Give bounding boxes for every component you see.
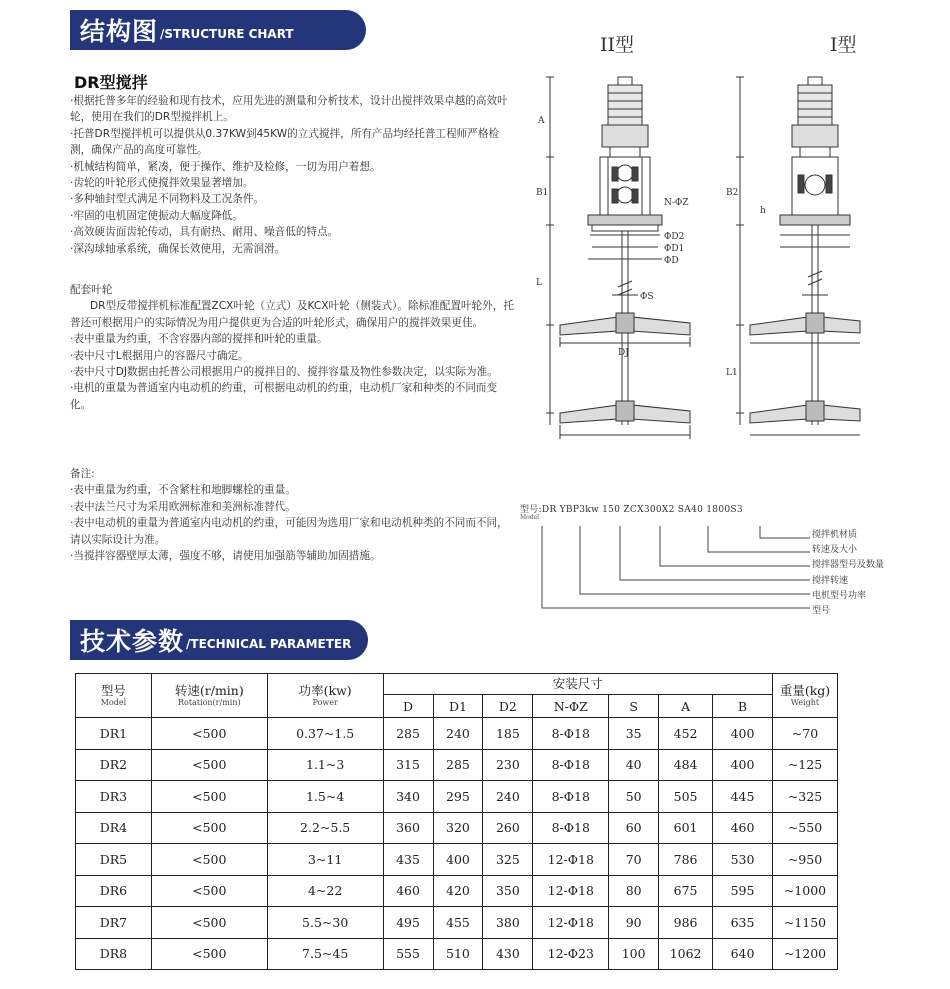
header-install <box>383 674 772 695</box>
table-cell: 315 <box>383 749 433 781</box>
header-power <box>267 674 383 718</box>
header-weight-cn: 重量(kg) <box>779 682 831 698</box>
table-cell: <500 <box>151 907 267 939</box>
model-code-sublabel: Model <box>520 514 540 521</box>
table-cell: 90 <box>609 907 659 939</box>
table-cell: 12-Φ18 <box>533 844 609 876</box>
table-cell: 60 <box>609 812 659 844</box>
dim-label-d1: ΦD1 <box>664 244 685 254</box>
table-cell: ~70 <box>772 718 837 750</box>
table-cell: DR4 <box>76 812 152 844</box>
description-block <box>70 93 518 257</box>
header-weight <box>772 674 837 718</box>
description-line: ·根据托普多年的经验和现有技术，应用先进的测量和分析技术，设计出搅拌效果卓越的高效叶轮，使用在我们的DR型搅拌机上。 <box>70 95 508 124</box>
header-dim: N-ΦZ <box>533 695 609 718</box>
table-cell: 640 <box>713 938 773 970</box>
table-cell: 12-Φ18 <box>533 907 609 939</box>
dim-label-b1: B1 <box>536 188 549 198</box>
header-speed-cn: 转速(r/min) <box>174 682 244 698</box>
table-cell: ~950 <box>772 844 837 876</box>
header-dim: B <box>713 695 773 718</box>
table-cell: 484 <box>659 749 713 781</box>
table-cell: DR6 <box>76 875 152 907</box>
table-row <box>76 907 838 939</box>
impeller-item: ·表中尺寸DJ数据由托普公司根据用户的搅拌目的、搅拌容量及物性参数决定，以实际为准。 <box>70 366 498 379</box>
code-label: 搅拌器型号及数量 <box>812 560 885 571</box>
remarks-heading: 备注: <box>70 468 95 480</box>
dim-label-a: A <box>538 116 545 126</box>
table-cell: 12-Φ18 <box>533 875 609 907</box>
table-cell: 50 <box>609 781 659 813</box>
table-cell: 530 <box>713 844 773 876</box>
header-dim: A <box>659 695 713 718</box>
table-cell: DR7 <box>76 907 152 939</box>
type-i-agitator <box>736 77 860 435</box>
header-model-en: Model <box>100 697 127 707</box>
table-cell: <500 <box>151 812 267 844</box>
header-speed <box>151 674 267 718</box>
table-cell: 986 <box>659 907 713 939</box>
remarks-item: ·当搅拌容器壁厚太薄，强度不够，请使用加强筋等辅助加固措施。 <box>70 550 381 563</box>
technical-parameter-banner <box>70 620 368 660</box>
impeller-item: ·电机的重量为普通室内电动机的约重，可根据电动机的约重，电动机厂家和种类的不同而变化。 <box>70 382 498 411</box>
table-cell: 100 <box>609 938 659 970</box>
table-cell: 1.1~3 <box>267 749 383 781</box>
dim-label-l1: L1 <box>726 368 738 378</box>
structure-title-en: /STRUCTURE CHART <box>160 27 294 41</box>
table-cell: 420 <box>433 875 483 907</box>
table-cell: 430 <box>483 938 533 970</box>
table-cell: 70 <box>609 844 659 876</box>
table-cell: 325 <box>483 844 533 876</box>
dr-title: DR型搅拌 <box>74 73 148 92</box>
technical-parameter-table <box>75 673 838 970</box>
table-cell: 360 <box>383 812 433 844</box>
code-label: 搅拌转速 <box>812 575 849 586</box>
remarks-item: ·表中法兰尺寸为采用欧洲标准和美洲标准替代。 <box>70 500 296 513</box>
table-cell: 445 <box>713 781 773 813</box>
table-cell: 400 <box>713 749 773 781</box>
table-cell: 8-Φ18 <box>533 781 609 813</box>
table-cell: 8-Φ18 <box>533 749 609 781</box>
table-cell: 8-Φ18 <box>533 812 609 844</box>
structure-title-cn: 结构图 <box>80 17 159 46</box>
remarks-item: ·表中重量为约重，不含紧柱和地脚螺栓的重量。 <box>70 484 296 497</box>
header-dim: D <box>383 695 433 718</box>
table-cell: 295 <box>433 781 483 813</box>
header-install-cn: 安装尺寸 <box>552 676 603 691</box>
description-line: ·深沟球轴承系统，确保长效使用，无需润滑。 <box>70 242 286 255</box>
table-cell: 460 <box>713 812 773 844</box>
table-cell: DR1 <box>76 718 152 750</box>
table-cell: 12-Φ23 <box>533 938 609 970</box>
description-line: ·多种轴封型式满足不同物料及工况条件。 <box>70 193 265 206</box>
figure-label-type-i: I型 <box>830 34 857 56</box>
table-cell: 2.2~5.5 <box>267 812 383 844</box>
table-cell: 240 <box>433 718 483 750</box>
table-cell: 555 <box>383 938 433 970</box>
table-cell: DR3 <box>76 781 152 813</box>
header-weight-en: Weight <box>790 697 820 707</box>
table-cell: 1.5~4 <box>267 781 383 813</box>
table-cell: ~125 <box>772 749 837 781</box>
table-cell: <500 <box>151 938 267 970</box>
dim-label-b2: B2 <box>726 188 739 198</box>
table-cell: 8-Φ18 <box>533 718 609 750</box>
table-cell: 230 <box>483 749 533 781</box>
table-row <box>76 718 838 750</box>
table-cell: <500 <box>151 781 267 813</box>
table-cell: ~1200 <box>772 938 837 970</box>
table-cell: 285 <box>383 718 433 750</box>
technical-title-en: /TECHNICAL PARAMETER <box>186 637 352 651</box>
table-cell: 7.5~45 <box>267 938 383 970</box>
table-cell: <500 <box>151 718 267 750</box>
impeller-item: ·表中尺寸L根据用户的容器尺寸确定。 <box>70 349 249 362</box>
code-label: 电机型号功率 <box>812 590 867 601</box>
table-cell: DR5 <box>76 844 152 876</box>
table-cell: 510 <box>433 938 483 970</box>
table-cell: 3~11 <box>267 844 383 876</box>
table-cell: 285 <box>433 749 483 781</box>
table-cell: 380 <box>483 907 533 939</box>
table-cell: 460 <box>383 875 433 907</box>
header-power-en: Power <box>312 697 338 707</box>
header-dim: S <box>609 695 659 718</box>
table-cell: 400 <box>713 718 773 750</box>
dim-label-dj: DJ <box>618 348 629 358</box>
table-cell: ~550 <box>772 812 837 844</box>
table-cell: DR2 <box>76 749 152 781</box>
table-row <box>76 749 838 781</box>
table-cell: 675 <box>659 875 713 907</box>
table-cell: 635 <box>713 907 773 939</box>
table-cell: ~1150 <box>772 907 837 939</box>
table-cell: <500 <box>151 875 267 907</box>
table-cell: 400 <box>433 844 483 876</box>
impeller-heading: 配套叶轮 <box>70 284 113 296</box>
table-cell: 495 <box>383 907 433 939</box>
code-label: 搅拌机材质 <box>812 530 858 540</box>
header-speed-en: Rotation(r/min) <box>177 697 241 707</box>
table-cell: 601 <box>659 812 713 844</box>
table-cell: 435 <box>383 844 433 876</box>
impeller-item: ·表中重量为约重，不含容器内部的搅拌和叶轮的重量。 <box>70 333 328 346</box>
table-cell: DR8 <box>76 938 152 970</box>
table-cell: 185 <box>483 718 533 750</box>
model-code-example: 型号:DR YBP3kw 150 ZCX300X2 SA40 1800S3 <box>520 505 743 515</box>
code-label: 型号 <box>812 605 831 616</box>
figure-label-type-ii: II型 <box>600 34 635 56</box>
table-cell: 0.37~1.5 <box>267 718 383 750</box>
dim-label-d: ΦD <box>664 256 679 266</box>
description-line: ·托普DR型搅拌机可以提供从0.37KW到45KW的立式搅拌，所有产品均经托普工程师严格检测，确保产品的高度可靠性。 <box>70 127 500 157</box>
table-cell: 350 <box>483 875 533 907</box>
dim-label-s: ΦS <box>640 292 654 302</box>
table-cell: 340 <box>383 781 433 813</box>
table-cell: 240 <box>483 781 533 813</box>
dim-label-d2: ΦD2 <box>664 232 685 242</box>
structure-chart-banner <box>70 10 366 50</box>
code-label: 转速及大小 <box>812 545 858 556</box>
model-code-labels <box>812 528 884 619</box>
table-header-row <box>76 674 838 695</box>
header-model <box>76 674 152 718</box>
description-line: ·牢固的电机固定使振动大幅度降低。 <box>70 209 243 222</box>
table-cell: <500 <box>151 749 267 781</box>
table-cell: ~1000 <box>772 875 837 907</box>
table-cell: 80 <box>609 875 659 907</box>
dim-label-l: L <box>536 278 542 288</box>
header-dim: D1 <box>433 695 483 718</box>
header-dim: D2 <box>483 695 533 718</box>
remarks-block <box>70 466 518 564</box>
table-cell: 5.5~30 <box>267 907 383 939</box>
table-cell: 455 <box>433 907 483 939</box>
table-cell: 786 <box>659 844 713 876</box>
table-cell: 505 <box>659 781 713 813</box>
impeller-paragraph: DR型反带搅拌机标准配置ZCX叶轮（立式）及KCX叶轮（侧装式）。除标准配置叶轮外，托普还可根据用户的实际情况为用户提供更为合适的叶轮形式，确保用户的搅拌效果更佳。 <box>70 300 514 329</box>
table-row <box>76 812 838 844</box>
header-model-cn: 型号 <box>100 682 126 698</box>
table-cell: 260 <box>483 812 533 844</box>
impeller-match-block <box>70 282 518 413</box>
dim-label-nz: N-ΦZ <box>664 198 689 208</box>
table-row <box>76 875 838 907</box>
remarks-item: ·表中电动机的重量为普通室内电动机的约重，可能因为选用厂家和电动机种类的不同而不同，请以实际设计为准。 <box>70 517 508 546</box>
table-cell: 452 <box>659 718 713 750</box>
description-line: ·齿轮的叶轮形式使搅拌效果显著增加。 <box>70 177 254 190</box>
table-cell: ~325 <box>772 781 837 813</box>
table-cell: <500 <box>151 844 267 876</box>
table-cell: 4~22 <box>267 875 383 907</box>
table-cell: 320 <box>433 812 483 844</box>
table-cell: 595 <box>713 875 773 907</box>
table-row <box>76 781 838 813</box>
dim-label-h: h <box>760 206 766 216</box>
table-cell: 35 <box>609 718 659 750</box>
table-row <box>76 844 838 876</box>
description-line: ·机械结构简单，紧凑，便于操作、维护及检修，一切为用户着想。 <box>70 160 381 173</box>
table-body <box>76 718 838 970</box>
structure-drawing <box>530 55 870 455</box>
technical-title-cn: 技术参数 <box>80 627 185 656</box>
header-power-cn: 功率(kw) <box>298 682 352 698</box>
table-cell: 1062 <box>659 938 713 970</box>
table-row <box>76 938 838 970</box>
description-line: ·高效硬齿面齿轮传动，具有耐热、耐用、噪音低的特点。 <box>70 226 339 239</box>
table-cell: 40 <box>609 749 659 781</box>
model-code-leader-lines <box>520 510 820 620</box>
